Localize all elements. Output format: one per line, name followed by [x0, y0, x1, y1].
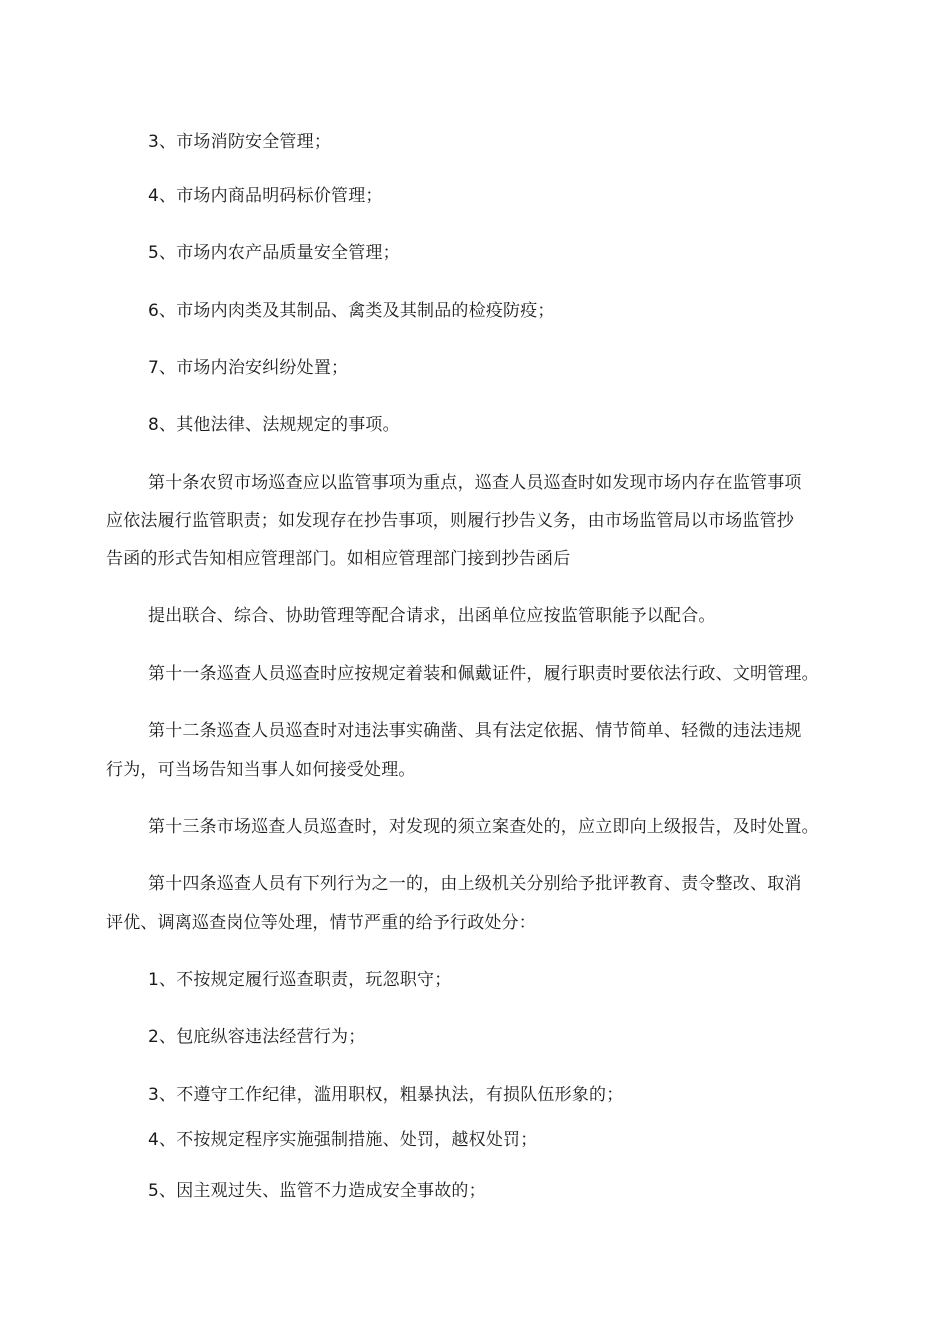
article-13: 第十三条市场巡查人员巡查时，对发现的须立案查处的，应立即向上级报告，及时处置。 [148, 817, 819, 837]
list-item-3-fire-safety: 3、市场消防安全管理； [148, 132, 332, 152]
violation-item-3: 3、不遵守工作纪律，滥用职权，粗暴执法，有损队伍形象的； [148, 1085, 624, 1105]
article-10-line-2: 应依法履行监管职责；如发现存在抄告事项，则履行抄告义务，由市场监管局以市场监管抄 [106, 511, 794, 531]
violation-item-5: 5、因主观过失、监管不力造成安全事故的； [148, 1181, 486, 1201]
list-item-6-quarantine: 6、市场内肉类及其制品、禽类及其制品的检疫防疫； [148, 301, 555, 321]
violation-item-2: 2、包庇纵容违法经营行为； [148, 1027, 366, 1047]
article-12-line-2: 行为，可当场告知当事人如何接受处理。 [106, 760, 416, 780]
list-item-4-price-tags: 4、市场内商品明码标价管理； [148, 186, 383, 206]
article-14-line-1: 第十四条巡查人员有下列行为之一的，由上级机关分别给予批评教育、责令整改、取消 [148, 874, 802, 894]
list-item-8-other-matters: 8、其他法律、法规规定的事项。 [148, 415, 400, 435]
article-11: 第十一条巡查人员巡查时应按规定着装和佩戴证件，履行职责时要依法行政、文明管理。 [148, 664, 819, 684]
article-10-line-3: 告函的形式告知相应管理部门。如相应管理部门接到抄告函后 [106, 549, 571, 569]
article-10-line-1: 第十条农贸市场巡查应以监管事项为重点，巡查人员巡查时如发现市场内存在监管事项 [148, 473, 802, 493]
violation-item-4: 4、不按规定程序实施强制措施、处罚，越权处罚； [148, 1130, 538, 1150]
list-item-5-produce-quality: 5、市场内农产品质量安全管理； [148, 243, 400, 263]
list-item-7-security-disputes: 7、市场内治安纠纷处置； [148, 358, 349, 378]
violation-item-1: 1、不按规定履行巡查职责，玩忽职守； [148, 970, 452, 990]
article-12-line-1: 第十二条巡查人员巡查时对违法事实确凿、具有法定依据、情节简单、轻微的违法违规 [148, 721, 802, 741]
article-14-line-2: 评优、调离巡查岗位等处理，情节严重的给予行政处分： [106, 913, 536, 933]
article-10-line-4: 提出联合、综合、协助管理等配合请求，出函单位应按监管职能予以配合。 [148, 606, 716, 626]
